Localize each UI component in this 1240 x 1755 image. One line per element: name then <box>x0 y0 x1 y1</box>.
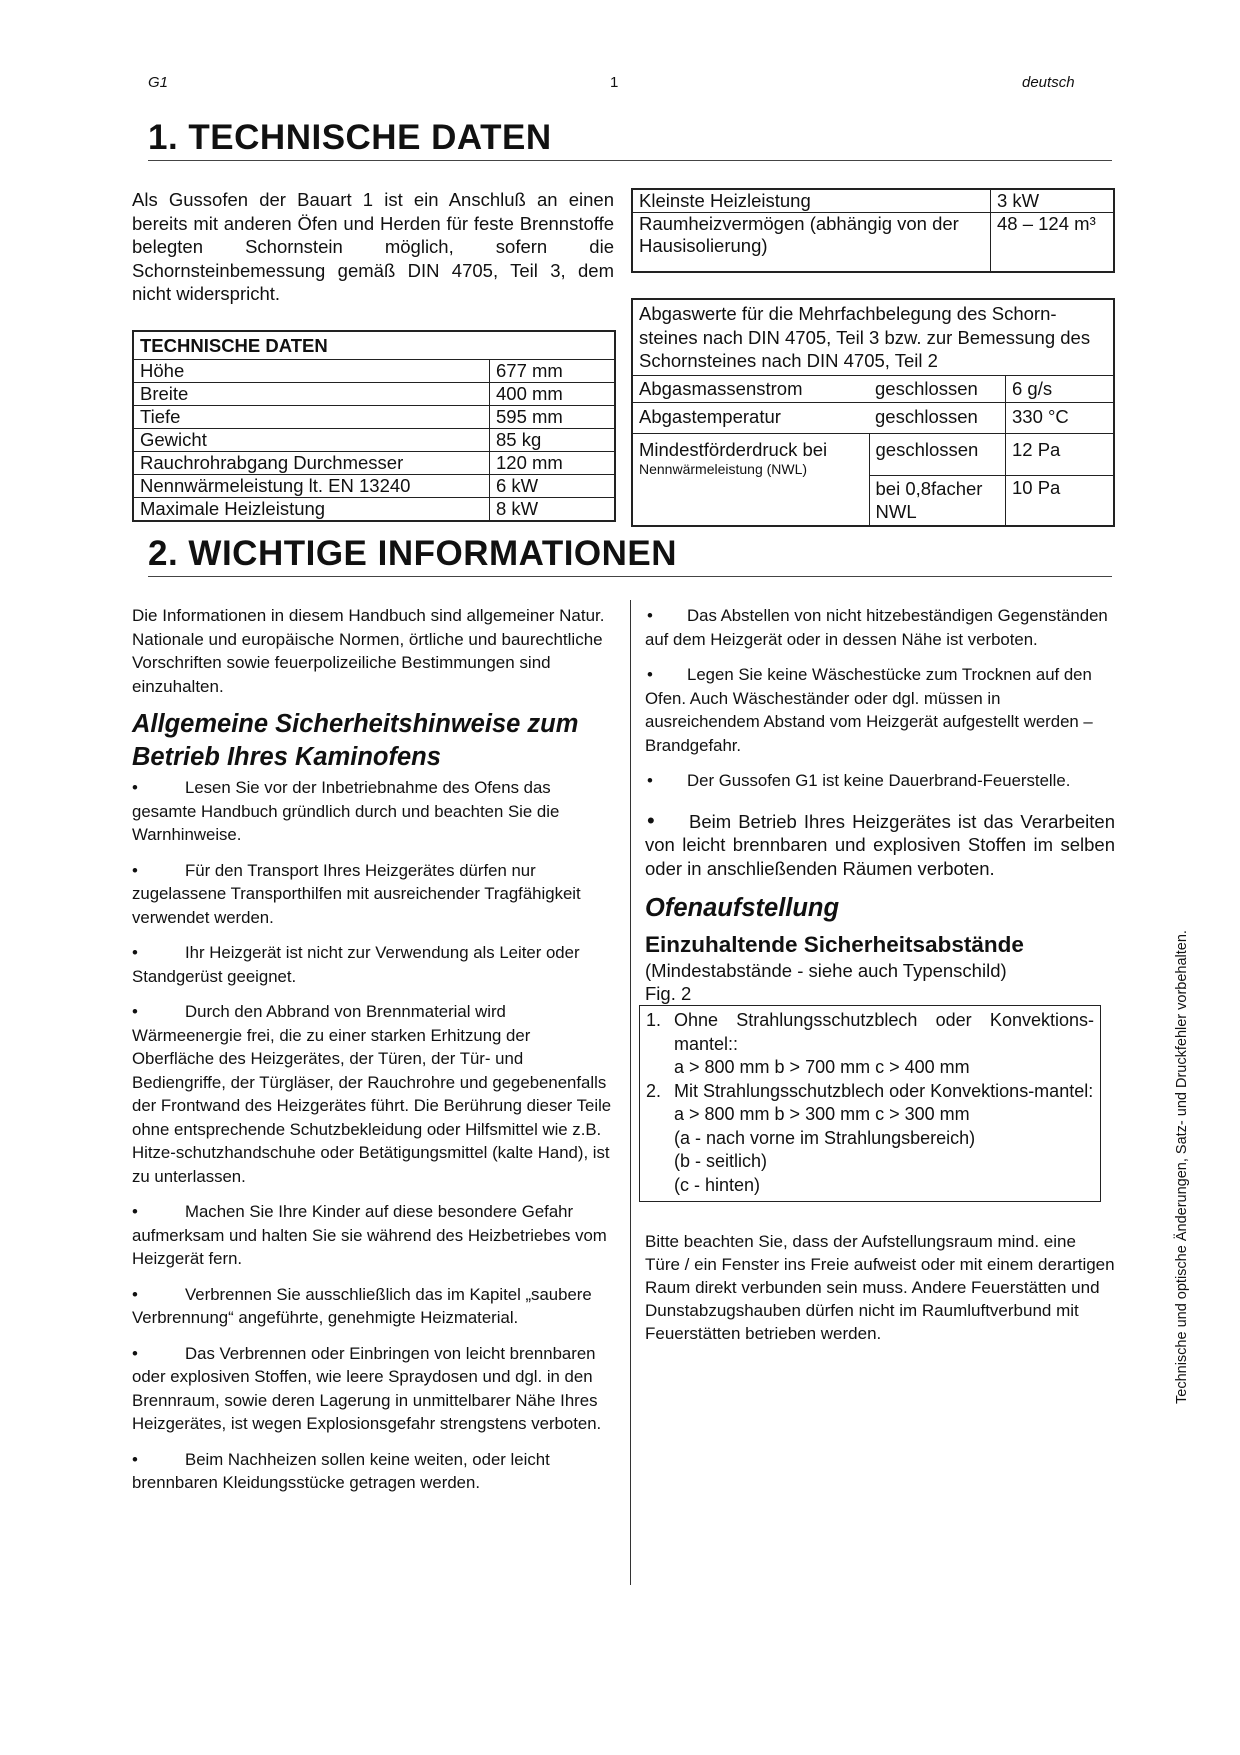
row-label: Gewicht <box>140 429 207 450</box>
list-item <box>646 1009 1094 1080</box>
row-label: Mindestförderdruck bei <box>639 438 828 460</box>
list-item <box>132 1200 616 1271</box>
heat-output-table <box>631 188 1115 273</box>
room-note-paragraph: Bitte beachten Sie, dass der Aufstellungsraum mind. eine Türe / ein Fenster ins Freie aufweist oder mit einem derartigen Raum direkt verbunden sein muss. Andere Feuerstätten und Dunstabzugshauben dürfen nicht im Raumluftverbund mit Feuerstätten betrieben werden. <box>645 1232 1115 1343</box>
row-label: Tiefe <box>140 406 181 427</box>
list-item <box>132 1000 616 1188</box>
table-row <box>133 429 615 452</box>
clearance-values: a > 800 mm b > 300 mm c > 300 mm <box>674 1104 970 1124</box>
list-number: 2. <box>646 1080 662 1101</box>
row-value: 8 kW <box>490 498 616 522</box>
bullet-icon: • <box>647 807 655 833</box>
list-item-text: Verbrennen Sie ausschließlich das im Kapitel „saubere Verbrennung“ angeführte, genehmigte Heizmaterial. <box>132 1284 592 1327</box>
exhaust-table-title: Abgaswerte für die Mehrfachbelegung des Schorn-steines nach DIN 4705, Teil 3 bzw. zur Bemessung des Schornsteines nach DIN 4705, Teil 2 <box>639 303 1091 371</box>
list-item-text: Mit Strahlungsschutzblech oder Konvektions-mantel: <box>674 1080 1094 1101</box>
table-row <box>632 402 1114 433</box>
bullet-icon: • <box>132 943 138 962</box>
list-item-text: Ohne Strahlungsschutzblech oder Konvektions-mantel:: <box>674 1010 1094 1054</box>
row-condition: geschlossen <box>875 377 978 399</box>
list-item-text: Beim Nachheizen sollen keine weiten, oder leicht brennbaren Kleidungsstücke getragen werden. <box>132 1449 550 1492</box>
list-item-text: Lesen Sie vor der Inbetriebnahme des Ofens das gesamte Handbuch gründlich durch und beachten Sie die Warnhinweise. <box>132 778 560 844</box>
row-label: Breite <box>140 383 189 404</box>
row-value: 6 kW <box>490 475 616 498</box>
column-divider <box>630 600 631 1585</box>
list-item <box>645 769 1115 793</box>
figure-label: Fig. 2 <box>645 983 692 1004</box>
list-item-text: Legen Sie keine Wäschestücke zum Trocknen auf den Ofen. Auch Wäscheständer oder dgl. müssen in ausreichendem Abstand vom Heizgerät aufgestellt werden – Brandgefahr. <box>645 665 1093 755</box>
list-item <box>645 663 1115 757</box>
bullet-icon: • <box>647 665 653 684</box>
info-paragraph: Die Informationen in diesem Handbuch sind allgemeiner Natur. Nationale und europäische Normen, örtliche und baurechtliche Vorschriften sowie feuerpolizeiliche Bestimmungen sind einzuhalten. <box>132 606 605 696</box>
table-row <box>133 360 615 383</box>
table-row <box>133 498 615 522</box>
clearance-note-a: (a - nach vorne im Strahlungsbereich) <box>674 1127 976 1148</box>
row-value: 85 kg <box>490 429 616 452</box>
sidebar-disclaimer-wrapper <box>1169 860 1195 1404</box>
row-label: Abgasmassenstrom <box>639 377 803 399</box>
clearance-values: a > 800 mm b > 700 mm c > 400 mm <box>674 1057 970 1077</box>
row-label: Höhe <box>140 360 185 381</box>
bullet-icon: • <box>647 606 653 625</box>
section1-heading: 1. TECHNISCHE DATEN <box>148 118 1112 161</box>
row-sublabel: Nennwärmeleistung (NWL) <box>639 460 808 477</box>
row-value: 6 g/s <box>1006 375 1115 402</box>
bullet-icon: • <box>132 860 138 880</box>
tech-data-table <box>132 330 616 522</box>
row-value: 3 kW <box>991 189 1115 213</box>
row-label: Raumheizvermögen (abhängig von der Hausisolierung) <box>639 213 959 256</box>
table-row <box>133 452 615 475</box>
setup-heading: Ofenaufstellung <box>645 894 840 922</box>
row-value: 330 °C <box>1006 402 1115 433</box>
section2-heading: 2. WICHTIGE INFORMATIONEN <box>148 534 1112 577</box>
safety-heading: Allgemeine Sicherheitshinweise zum Betrieb Ihres Kaminofens <box>132 710 579 771</box>
list-item <box>646 1080 1094 1198</box>
intro-paragraph: Als Gussofen der Bauart 1 ist ein Anschluß an einen bereits mit anderen Öfen und Herden für feste Brennstoffe belegten Schornstein möglich, sofern die Schornsteinbemessung gemäß DIN 4705, Teil 3, dem nicht widerspricht. <box>132 189 614 304</box>
table-row <box>133 475 615 498</box>
bullet-icon: • <box>132 1002 138 1021</box>
list-item <box>132 941 616 988</box>
table-row <box>133 406 615 429</box>
clearance-heading: Einzuhaltende Sicherheitsabstände <box>645 932 1024 957</box>
list-item <box>132 776 616 847</box>
list-item <box>132 1448 616 1495</box>
list-item-text: Machen Sie Ihre Kinder auf diese besondere Gefahr aufmerksam und halten Sie sie während des Heizbetriebes vom Heizgerät fern. <box>132 1202 607 1268</box>
row-condition: geschlossen <box>875 405 978 427</box>
exhaust-values-table <box>631 298 1115 527</box>
row-value: 595 mm <box>490 406 616 429</box>
row-label: Rauchrohrabgang Durchmesser <box>140 452 404 473</box>
list-item-text: Beim Betrieb Ihres Heizgerätes ist das Verarbeiten von leicht brennbaren und explosiven Stoffen im selben oder in anschließenden Räumen verboten. <box>645 810 1115 879</box>
list-item <box>132 1283 616 1330</box>
row-label: Kleinste Heizleistung <box>639 190 811 211</box>
list-item-text: Das Abstellen von nicht hitzebeständigen Gegenständen auf dem Heizgerät oder in dessen Nähe ist verboten. <box>645 606 1108 649</box>
bullet-icon: • <box>132 1202 138 1221</box>
table-row <box>632 375 1114 402</box>
right-column <box>645 604 1115 1345</box>
tech-table-title: TECHNISCHE DATEN <box>140 335 328 356</box>
left-column <box>132 604 616 1507</box>
bullet-icon: • <box>132 1449 138 1469</box>
bullet-icon: • <box>132 1343 138 1363</box>
bullet-icon: • <box>647 771 653 790</box>
row-value: 120 mm <box>490 452 616 475</box>
list-item <box>645 604 1115 651</box>
row-value: 677 mm <box>490 360 616 383</box>
list-item-text: Der Gussofen G1 ist keine Dauerbrand-Feuerstelle. <box>687 771 1071 790</box>
table-row <box>632 213 1114 273</box>
row-condition: geschlossen <box>869 433 1006 475</box>
bullet-icon: • <box>132 1284 138 1304</box>
list-item-text: Durch den Abbrand von Brennmaterial wird Wärmeenergie frei, die zu einer starken Erhitzung der Oberfläche des Heizgerätes, der Türen, der Tür- und Bediengriffe, der Türgläser, der Rauchrohre und gegebenenfalls der Frontwand des Heizgerätes führt. Die Berührung dieser Teile ohne entsprechende Schutzbekleidung oder Hilfsmittel wie z.B. Hitze-schutzhandschuhe oder Betätigungsmittel (kalte Hand), ist zu unterlassen. <box>132 1002 612 1186</box>
table-row <box>632 189 1114 213</box>
row-condition: bei 0,8facher NWL <box>869 475 1006 526</box>
table-row <box>133 383 615 406</box>
sidebar-disclaimer: Technische und optische Änderungen, Satz- und Druckfehler vorbehalten. <box>1174 930 1190 1404</box>
list-item-text: Das Verbrennen oder Einbringen von leicht brennbaren oder explosiven Stoffen, wie leere Spraydosen und dgl. in den Brennraum, sowie deren Lagerung in unmittelbarer Nähe Ihres Heizgerätes, ist wegen Explosionsgefahr strengstens verboten. <box>132 1343 602 1433</box>
row-value: 12 Pa <box>1006 433 1115 475</box>
list-item <box>132 1342 616 1436</box>
list-item-text: Ihr Heizgerät ist nicht zur Verwendung als Leiter oder Standgerüst geeignet. <box>132 943 580 986</box>
list-number: 1. <box>646 1010 662 1030</box>
header-language: deutsch <box>1022 74 1075 91</box>
header-left: G1 <box>148 74 169 91</box>
row-value: 48 – 124 m³ <box>991 213 1115 273</box>
clearance-list <box>639 1005 1101 1202</box>
clearance-note: (Mindestabstände - siehe auch Typenschild) <box>645 960 1007 981</box>
table-row <box>632 433 1114 475</box>
row-value: 400 mm <box>490 383 616 406</box>
row-label: Abgastemperatur <box>639 405 781 427</box>
bullet-icon: • <box>132 778 138 797</box>
clearance-note-c: (c - hinten) <box>674 1174 761 1195</box>
list-item <box>132 859 616 930</box>
list-item-text: Für den Transport Ihres Heizgerätes dürfen nur zugelassene Transporthilfen mit ausreichender Tragfähigkeit verwendet werden. <box>132 860 581 927</box>
row-label: Nennwärmeleistung lt. EN 13240 <box>140 475 411 496</box>
page-number: 1 <box>610 74 619 91</box>
list-item <box>645 809 1115 881</box>
clearance-note-b: (b - seitlich) <box>674 1151 768 1171</box>
row-value: 10 Pa <box>1006 475 1115 526</box>
row-label: Maximale Heizleistung <box>140 498 326 519</box>
